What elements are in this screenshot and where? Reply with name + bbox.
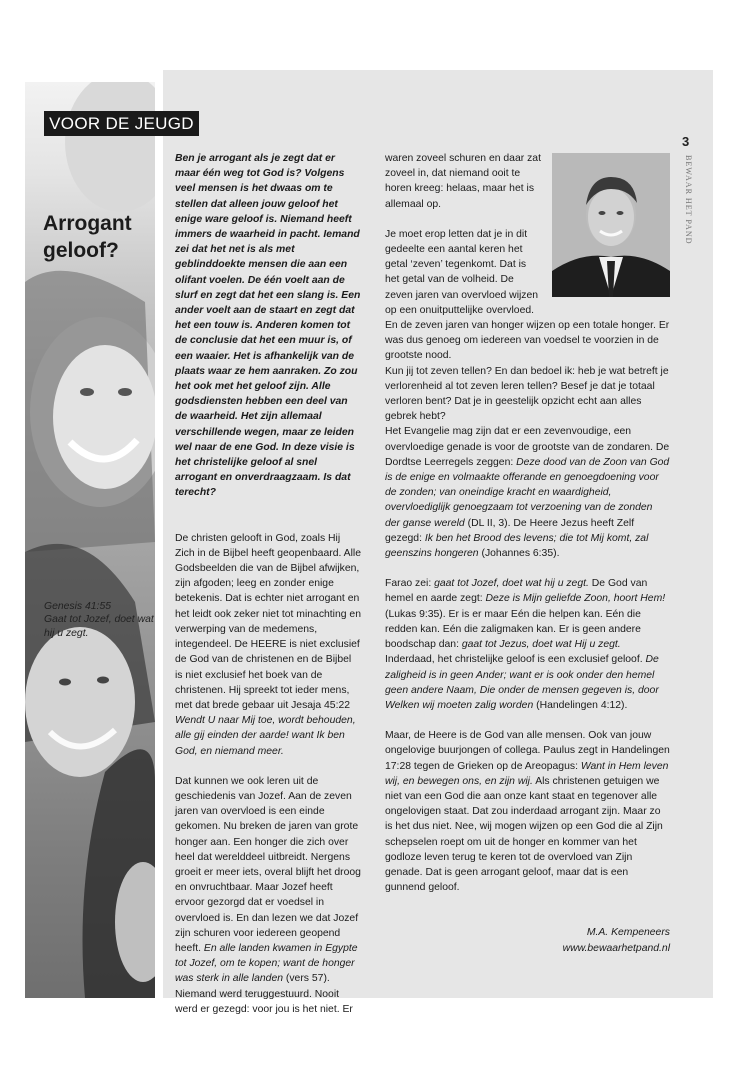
author-portrait-illustration: [552, 153, 670, 297]
article-intro: Ben je arrogant als je zegt dat er maar één weg tot God is? Volgens veel mensen is het dwaas om te stellen dat alleen jouw geloof het enige ware geloof is. Niemand heeft immers de waarheid in pacht. Iemand zei dat het net is als met geblinddoekte mensen die aan een olifant voelen. De één voelt aan de slurf en zegt dat het een slang is. Een ander voelt aan de staart en zegt dat het een touw is. Anderen komen tot de conclusie dat het een muur is, of een waaier. Het is afhankelijk van de plaats waar ze hem aanraken. Zo zou het ook met het geloof zijn. Alle godsdiensten hebben een deel van de waarheid. Het zijn allemaal verschillende wegen, maar ze leiden wel naar de ene God. In deze visie is het christelijke geloof al snel arrogant en onverdraagzaam. Is dat terecht?: [175, 153, 361, 499]
paragraph: waren zoveel schuren en daar zat zoveel in, dat niemand ooit te horen kreeg: helaas, maar het is allemaal op.: [385, 153, 541, 210]
running-head: BEWAAR HET PAND: [684, 155, 693, 245]
paragraph: Je moet erop letten dat je in dit gedeelte een aantal keren het getal ‘zeven’ tegenkomt. Dat is het getal van de volheid. De zeven jaren van overvloed wijzen op een onuitputtelijke overvloed. En de zeven jaren van honger wijzen op een totale honger. Er was dus genoeg om iedereen van voedsel te voorzien in de grootste nood.: [385, 228, 670, 362]
page-number: 3: [682, 134, 690, 149]
section-label: VOOR DE JEUGD: [44, 111, 199, 136]
article-column-1: [175, 151, 361, 1017]
paragraph: De christen gelooft in God, zoals Hij Zich in de Bijbel heeft geopenbaard. Alle Godsbeelden die van de Bijbel afwijken, zijn afgoden; leeg en zonder enige betekenis. Dat is echter niet arrogant en het leidt ook zeker niet tot minachting en verwerping van de medemens, integendeel. De HEERE is niet exclusief de God van de christenen en de Bijbel is niet exclusief het boek van de christenen. Hij spreekt tot ieder mens, met dat brede gebaar uit Jesaja 45:22 Wendt U naar Mij toe, wordt behouden, alle gij einden der aarde! want Ik ben God, en niemand meer.: [175, 532, 362, 757]
article-column-2: [385, 151, 670, 956]
article-headline: Arrogant geloof?: [43, 212, 132, 262]
author-name: M.A. Kempeneers: [586, 927, 670, 939]
author-website: www.bewaarhetpand.nl: [562, 942, 670, 954]
paragraph: Kun jij tot zeven tellen? En dan bedoel ik: heb je wat betreft je verlorenheid al tot zeven leren tellen? Besef je dat je totaal verloren bent? Dat je in geestelijk opzicht echt aan alles gebrek hebt?: [385, 365, 669, 423]
paragraph: Dat kunnen we ook leren uit de geschiedenis van Jozef. Aan de zeven jaren van overvloed is een einde gekomen. Nu breken de jaren van grote honger aan. Een honger die zich over heel dat werelddeel uitbreidt. Nergens groeit er meer iets, overal blijft het droog en onvruchtbaar. Maar Jozef heeft ervoor gezorgd dat er voedsel in overvloed is. En dan lezen we dat Jozef zijn schuren voor iedereen geopend heeft. En alle landen kwamen in Egypte tot Jozef, om te kopen; want de honger was sterk in alle landen (vers 57). Niemand werd teruggestuurd. Nooit werd er gezegd: voor jou is het niet. Er: [175, 775, 361, 1015]
sidenote-reference: Genesis 41:55: [44, 601, 112, 612]
paragraph: Farao zei: gaat tot Jozef, doet wat hij u zegt. De God van hemel en aarde zegt: Deze is Mijn geliefde Zoon, hoort Hem! (Lukas 9:35). Er is er maar Eén die helpen kan. Eén die redden kan. Eén die zaligmaken kan. Er is geen andere boodschap dan: gaat tot Jezus, doet wat Hij u zegt. Inderdaad, het christelijke geloof is een exclusief geloof. De zaligheid is in geen Ander; want er is ook onder den hemel geen andere Naam, Die onder de mensen gegeven is, door Welken wij moeten zalig worden (Handelingen 4:12).: [385, 578, 666, 711]
paragraph: Het Evangelie mag zijn dat er een zevenvoudige, een overvloedige genade is voor de grootste van de zondaren. De Dordtse Leerregels zeggen: Deze dood van de Zoon van God is de enige en volmaakte offerande en genoegdoening voor de zonden; van oneindige kracht en waardigheid, overvloediglijk genoegzaam tot verzoening van de zonden der ganse wereld (DL II, 3). De Heere Jezus heeft Zelf gezegd: Ik ben het Brood des levens; die tot Mij komt, zal geenszins hongeren (Johannes 6:35).: [385, 426, 670, 560]
paragraph: Maar, de Heere is de God van alle mensen. Ook van jouw ongelovige buurjongen of collega. Paulus zegt in Handelingen 17:28 tegen de Grieken op de Areopagus: Want in Hem leven wij, en bewegen ons, en zijn wij. Als christenen getuigen we niet van een God die aan onze kant staat en tegenover alle ongelovigen staat. Dat zou inderdaad arrogant zijn. Maar zo is het dus niet. Nee, wij mogen wijzen op een God die al Zijn schepselen roept om uit de honger en kommer van het godloze leven terug te keren tot de overvloed van Zijn genade. Dat is geen arrogant geloof, maar dat is een gunnend geloof.: [385, 730, 670, 894]
author-portrait: [552, 153, 670, 297]
bible-reference-sidenote: [44, 600, 154, 640]
sidenote-quote: Gaat tot Jozef, doet wat hij u zegt.: [44, 614, 154, 639]
